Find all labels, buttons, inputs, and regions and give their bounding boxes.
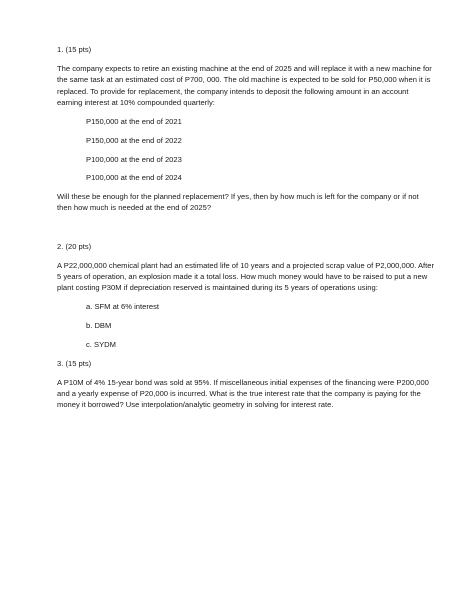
- deposit-item: P100,000 at the end of 2024: [86, 173, 182, 183]
- deposit-item: P100,000 at the end of 2023: [86, 154, 182, 164]
- deposit-item: P150,000 at the end of 2021: [86, 117, 182, 127]
- question-3-heading: 3. (15 pts): [57, 358, 92, 368]
- question-2-body: A P22,000,000 chemical plant had an estimated life of 10 years and a projected scrap value of P2,000,000. After 5 years of operation, an explosion made it a total loss. How much money would have to be raised to put a new plant costing P30M if depreciation reserved is maintained during its 5 years of operations using:: [57, 260, 434, 293]
- question-1-prompt: Will these be enough for the planned replacement? If yes, then by how much is left for the company or if not then how much is needed at the end of 2025?: [57, 192, 419, 213]
- question-1-heading: 1. (15 pts): [57, 45, 92, 54]
- question-1-body: The company expects to retire an existing machine at the end of 2025 and will replace it with a new machine for the same task at an estimated cost of P700, 000. The old machine is expected to be sold for P50,000 when it is replaced. To provide for replacement, the company intends to deposit the following amount in an account earning interest at 10% compounded quarterly:: [57, 64, 432, 107]
- spacer: [57, 222, 434, 241]
- method-option: b. DBM: [86, 321, 112, 331]
- method-option: c. SYDM: [86, 340, 116, 350]
- question-1: [57, 44, 434, 214]
- question-3: [57, 358, 434, 411]
- question-2-heading: 2. (20 pts): [57, 241, 92, 251]
- deposit-item: P150,000 at the end of 2022: [86, 135, 182, 145]
- question-3-body: A P10M of 4% 15-year bond was sold at 95%. If miscellaneous initial expenses of the financing were P200,000 and a yearly expense of P20,000 is incurred. What is the true interest rate that the company is paying for the money it borrowed? Use interpolation/analytic geometry in solving for interest rate.: [57, 378, 429, 410]
- question-2: [57, 241, 434, 351]
- method-option: a. SFM at 6% interest: [86, 302, 160, 312]
